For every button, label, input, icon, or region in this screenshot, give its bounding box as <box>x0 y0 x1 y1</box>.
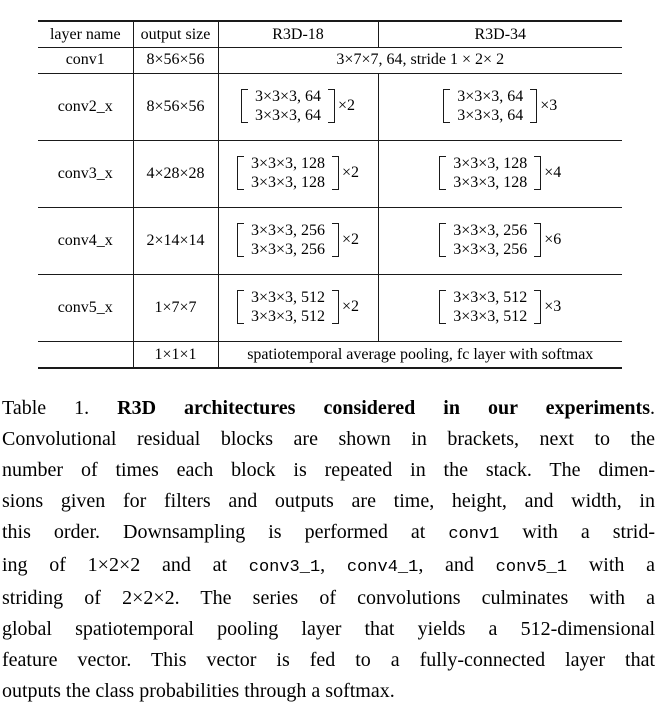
conv5x-layer-name: conv5_x <box>38 274 133 341</box>
caption-line-1 <box>2 393 655 424</box>
block-multiplier: ×6 <box>544 231 562 249</box>
caption-text-segment: this order. Downsampling is performed at <box>2 521 449 543</box>
caption-text-segment: . <box>650 397 656 419</box>
caption-text-segment: global spatiotemporal pooling layer that yields a 512-dimensional <box>2 618 655 640</box>
conv1-output-size: 8×56×56 <box>133 47 218 73</box>
caption-text-segment: , <box>320 554 347 576</box>
conv4x-output-size: 2×14×14 <box>133 207 218 274</box>
caption-title-bold: R3D architectures considered in our experiments <box>117 397 651 419</box>
residual-block <box>439 219 561 261</box>
right-bracket-icon <box>332 223 339 257</box>
block-multiplier: ×2 <box>342 164 360 182</box>
caption-line-9 <box>2 645 655 676</box>
residual-block <box>443 85 557 127</box>
right-bracket-icon <box>332 290 339 324</box>
left-bracket-icon <box>241 89 248 123</box>
caption-text-segment: number of times each block is repeated in the stack. The dimen- <box>2 459 655 481</box>
caption-line-5 <box>2 517 655 550</box>
pooling-output-size: 1×1×1 <box>133 341 218 368</box>
caption-text-segment: with a strid- <box>499 521 655 543</box>
caption-line-8 <box>2 614 655 645</box>
block-multiplier: ×4 <box>544 164 562 182</box>
conv5x-r3d34-cell <box>378 274 622 341</box>
conv5x-r3d18-cell <box>218 274 378 341</box>
caption-line-3 <box>2 455 655 486</box>
block-multiplier: ×2 <box>342 231 360 249</box>
header-output-size: output size <box>133 21 218 47</box>
conv5x-output-size: 1×7×7 <box>133 274 218 341</box>
block-line: 3×3×3, 128 <box>250 173 325 191</box>
header-layer-name: layer name <box>38 21 133 47</box>
residual-block <box>439 286 561 328</box>
block-line: 3×3×3, 128 <box>250 154 325 172</box>
block-line: 3×3×3, 64 <box>254 106 321 124</box>
residual-block <box>237 152 359 194</box>
block-multiplier: ×2 <box>342 298 360 316</box>
left-bracket-icon <box>439 156 446 190</box>
conv4x-layer-name: conv4_x <box>38 207 133 274</box>
caption-mono-conv3-1: conv3_1 <box>248 558 321 577</box>
block-line: 3×3×3, 512 <box>250 288 325 306</box>
conv4x-r3d34-cell <box>378 207 622 274</box>
conv1-spec: 3×7×7, 64, stride 1 × 2× 2 <box>336 51 505 69</box>
block-line: 3×3×3, 128 <box>453 154 528 172</box>
table-row-conv3x <box>38 140 622 207</box>
right-bracket-icon <box>328 89 335 123</box>
block-line: 3×3×3, 64 <box>254 87 321 105</box>
table-row-pooling <box>38 341 622 368</box>
block-multiplier: ×3 <box>540 97 558 115</box>
table-row-conv5x <box>38 274 622 341</box>
caption-line-2 <box>2 424 655 455</box>
block-line: 3×3×3, 256 <box>250 240 325 258</box>
caption-text-segment: ing of 1×2×2 and at <box>2 554 249 576</box>
pooling-layer-name <box>38 341 133 368</box>
header-r3d34: R3D-34 <box>474 25 527 43</box>
conv3x-r3d18-cell <box>218 140 378 207</box>
block-line: 3×3×3, 512 <box>250 307 325 325</box>
caption-text-segment: feature vector. This vector is fed to a fully-connected layer that <box>2 649 655 671</box>
caption-text-segment: sions given for filters and outputs are time, height, and width, in <box>2 490 655 512</box>
table-header-row <box>38 21 622 47</box>
block-line: 3×3×3, 256 <box>453 221 528 239</box>
table-row-conv1 <box>38 47 622 73</box>
right-bracket-icon <box>332 156 339 190</box>
residual-block <box>439 152 561 194</box>
caption-mono-conv1: conv1 <box>448 525 500 544</box>
caption-line-4 <box>2 486 655 517</box>
caption-mono-conv5-1: conv5_1 <box>495 558 568 577</box>
right-bracket-icon <box>530 89 537 123</box>
conv2x-output-size: 8×56×56 <box>133 73 218 140</box>
right-bracket-icon <box>534 290 541 324</box>
block-line: 3×3×3, 256 <box>453 240 528 258</box>
conv2x-r3d18-cell <box>218 73 378 140</box>
caption-table-number: Table 1. <box>2 397 118 419</box>
left-bracket-icon <box>237 223 244 257</box>
block-multiplier: ×2 <box>338 97 356 115</box>
block-line: 3×3×3, 256 <box>250 221 325 239</box>
conv4x-r3d18-cell <box>218 207 378 274</box>
conv2x-r3d34-cell <box>378 73 622 140</box>
caption-text-segment: outputs the class probabilities through a softmax. <box>2 680 395 702</box>
block-line: 3×3×3, 512 <box>453 307 528 325</box>
residual-block <box>241 85 355 127</box>
caption-text-segment: with a <box>567 554 655 576</box>
left-bracket-icon <box>439 223 446 257</box>
left-bracket-icon <box>443 89 450 123</box>
header-r3d18: R3D-18 <box>218 21 378 47</box>
conv3x-r3d34-cell <box>378 140 622 207</box>
right-bracket-icon <box>534 223 541 257</box>
caption-text-segment: striding of 2×2×2. The series of convolutions culminates with a <box>2 587 655 609</box>
caption-text-segment: Convolutional residual blocks are shown in brackets, next to the <box>2 428 655 450</box>
conv3x-layer-name: conv3_x <box>38 140 133 207</box>
left-bracket-icon <box>439 290 446 324</box>
caption-mono-conv4-1: conv4_1 <box>346 558 419 577</box>
block-line: 3×3×3, 64 <box>457 106 524 124</box>
table-caption <box>0 393 657 705</box>
residual-block <box>237 219 359 261</box>
residual-block <box>237 286 359 328</box>
caption-text-segment: , and <box>418 554 496 576</box>
block-line: 3×3×3, 512 <box>453 288 528 306</box>
table-row-conv4x <box>38 207 622 274</box>
architecture-table <box>38 20 622 369</box>
block-multiplier: ×3 <box>544 298 562 316</box>
block-line: 3×3×3, 128 <box>453 173 528 191</box>
table-row-conv2x <box>38 73 622 140</box>
right-bracket-icon <box>534 156 541 190</box>
block-line: 3×3×3, 64 <box>457 87 524 105</box>
left-bracket-icon <box>237 156 244 190</box>
caption-line-6 <box>2 550 655 583</box>
pooling-spec: spatiotemporal average pooling, fc layer with softmax <box>247 345 594 363</box>
conv1-layer-name: conv1 <box>38 47 133 73</box>
caption-line-10 <box>2 676 655 705</box>
conv2x-layer-name: conv2_x <box>38 73 133 140</box>
conv3x-output-size: 4×28×28 <box>133 140 218 207</box>
caption-line-7 <box>2 583 655 614</box>
left-bracket-icon <box>237 290 244 324</box>
